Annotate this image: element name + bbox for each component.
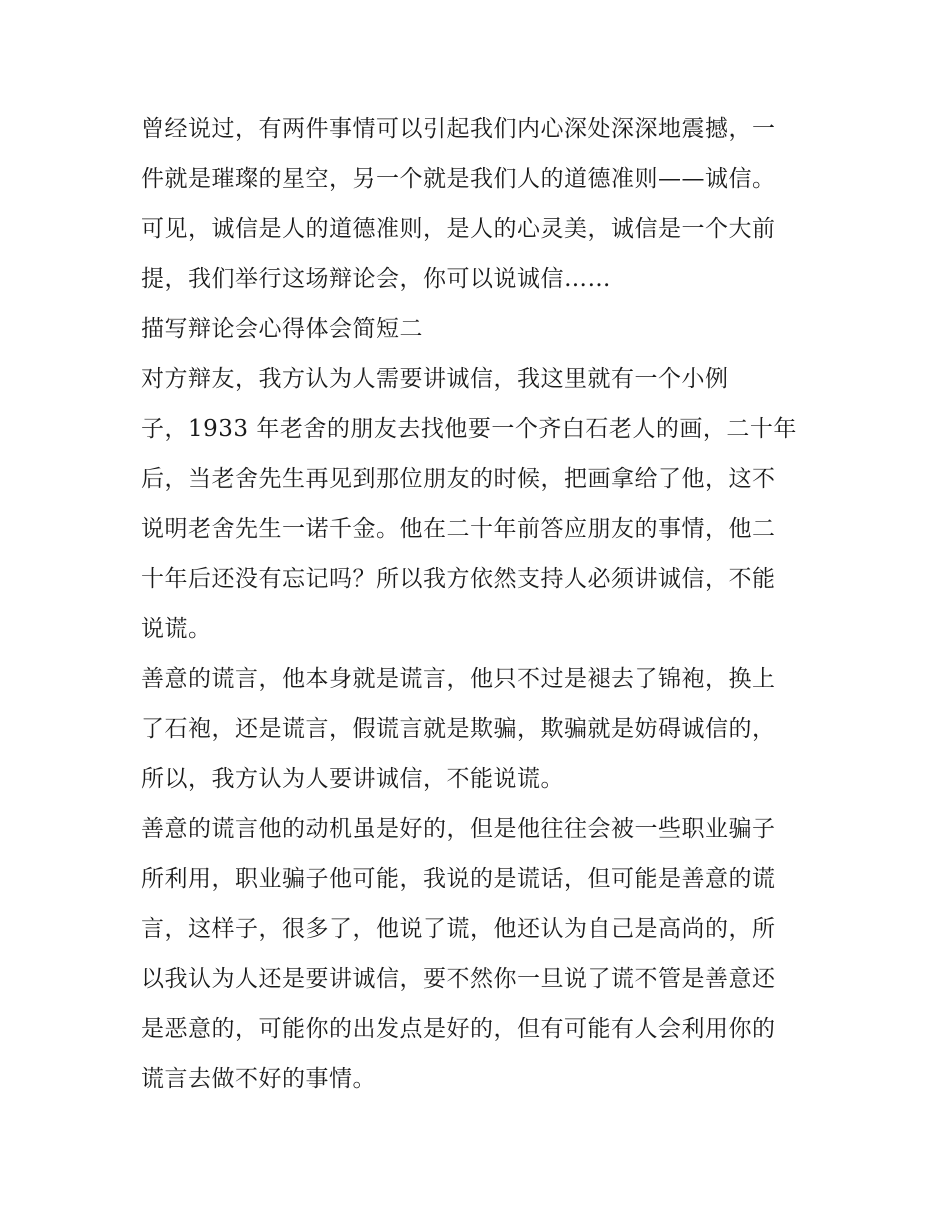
text-line: 谎言去做不好的事情。 [141, 1066, 376, 1092]
section-heading: 描写辩论会心得体会简短二 [141, 316, 423, 342]
text-line: 对方辩友，我方认为人需要讲诚信，我这里就有一个小例 [141, 366, 729, 392]
text-line: 件就是璀璨的星空，另一个就是我们人的道德准则——诚信。 [141, 166, 776, 192]
text-line: 十年后还没有忘记吗？所以我方依然支持人必须讲诚信，不能 [141, 566, 776, 592]
text-line: 所以，我方认为人要讲诚信，不能说谎。 [141, 766, 564, 792]
text-line: 子，1933 年老舍的朋友去找他要一个齐白石老人的画，二十年 [141, 416, 797, 442]
text-line: 说明老舍先生一诺千金。他在二十年前答应朋友的事情，他二 [141, 516, 776, 542]
text-line: 是恶意的，可能你的出发点是好的，但有可能有人会利用你的 [141, 1016, 776, 1042]
text-line: 所利用，职业骗子他可能，我说的是谎话，但可能是善意的谎 [141, 866, 776, 892]
text-line: 善意的谎言，他本身就是谎言，他只不过是褪去了锦袍，换上 [141, 666, 776, 692]
text-line: 提，我们举行这场辩论会，你可以说诚信…… [141, 266, 611, 292]
text-line: 言，这样子，很多了，他说了谎，他还认为自己是高尚的，所 [141, 916, 776, 942]
text-line: 后，当老舍先生再见到那位朋友的时候，把画拿给了他，这不 [141, 466, 776, 492]
text-line: 善意的谎言他的动机虽是好的，但是他往往会被一些职业骗子 [141, 816, 776, 842]
text-line: 曾经说过，有两件事情可以引起我们内心深处深深地震撼，一 [141, 116, 776, 142]
text-line: 以我认为人还是要讲诚信，要不然你一旦说了谎不管是善意还 [141, 966, 776, 992]
text-line: 说谎。 [141, 616, 212, 642]
text-line: 了石袍，还是谎言，假谎言就是欺骗，欺骗就是妨碍诚信的， [141, 716, 776, 742]
text-line: 可见，诚信是人的道德准则，是人的心灵美，诚信是一个大前 [141, 216, 776, 242]
